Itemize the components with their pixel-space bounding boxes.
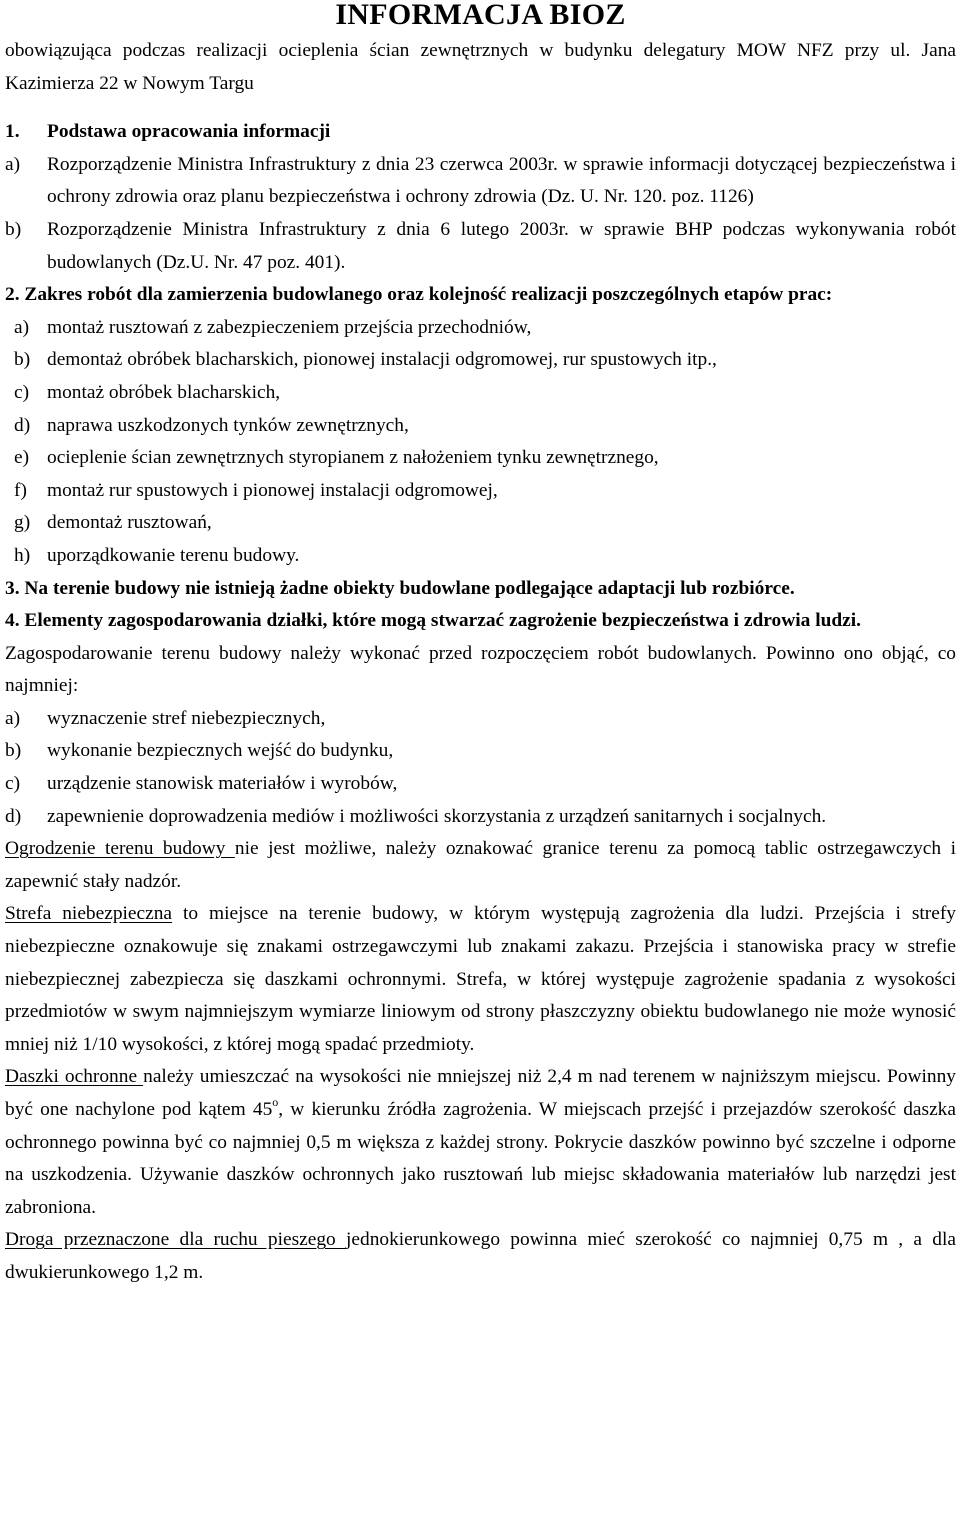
list-label: c) xyxy=(5,773,21,795)
list-label: a) xyxy=(5,707,21,729)
list-item xyxy=(14,410,956,443)
danger-zone-text: to miejsce na terenie budowy, w którym występują zagrożenia dla ludzi. Przejścia i strefy niebezpieczne oznakowuje się znakami ostrzegawczymi lub znakami zakazu. Przejścia i stanowiska pracy w strefie niebezpiecznej zabezpiecza się daszkami ochronnymi. Strefa, w której występuje zagrożenie spadania z wysokości przedmiotów w swym najmniejszym wymiarze liniowym od strony płaszczyzny obiektu budowlanego nie może wynosić mniej niż 1/10 wysokości, z której mogą spadać przedmioty. xyxy=(5,903,956,1055)
list-label: e) xyxy=(14,447,30,469)
list-text: naprawa uszkodzonych tynków zewnętrznych, xyxy=(47,414,409,436)
document-page xyxy=(5,0,956,1290)
list-item xyxy=(14,540,956,573)
spacer xyxy=(5,100,956,116)
list-item xyxy=(5,214,956,279)
list-label: h) xyxy=(14,544,31,566)
list-item xyxy=(5,801,956,834)
list-text: ocieplenie ścian zewnętrznych styropianem z nałożeniem tynku zewnętrznego, xyxy=(47,447,659,469)
canopy-term: Daszki ochronne xyxy=(5,1066,144,1088)
list-item xyxy=(5,768,956,801)
list-label: a) xyxy=(5,153,21,175)
canopy-text-before: należy umieszczać na wysokości nie mniejszej niż 2,4 m nad terenem w najniższym miejscu. Powinny być one nachylone pod kątem 45 xyxy=(5,1066,957,1120)
list-item xyxy=(14,312,956,345)
section-1-heading xyxy=(5,116,956,149)
fencing-paragraph xyxy=(5,833,956,898)
list-label: b) xyxy=(5,740,22,762)
walkway-term: Droga przeznaczone dla ruchu pieszego xyxy=(5,1229,346,1251)
list-label: g) xyxy=(14,512,31,534)
list-text: montaż rur spustowych i pionowej instalacji odgromowej, xyxy=(47,479,498,501)
list-item xyxy=(5,703,956,736)
list-text: wykonanie bezpiecznych wejść do budynku, xyxy=(47,740,394,762)
section-title: Podstawa opracowania informacji xyxy=(47,121,331,143)
degree-superscript: o xyxy=(272,1095,279,1109)
section-3-heading xyxy=(5,573,956,606)
list-item xyxy=(14,442,956,475)
section-2-list xyxy=(14,312,956,573)
document-title: INFORMACJA BIOZ xyxy=(335,0,626,31)
section-number: 1. xyxy=(5,121,20,143)
walkway-paragraph xyxy=(5,1224,956,1289)
section-title: Na terenie budowy nie istnieją żadne obiekty budowlane podlegające adaptacji lub rozbiórce. xyxy=(24,577,795,599)
list-text: montaż rusztowań z zabezpieczeniem przejścia przechodniów, xyxy=(47,316,532,338)
section-number: 2. xyxy=(5,284,20,306)
danger-zone-paragraph xyxy=(5,898,956,1061)
list-label: a) xyxy=(14,316,30,338)
danger-zone-term: Strefa niebezpieczna xyxy=(5,903,173,925)
list-text: wyznaczenie stref niebezpiecznych, xyxy=(47,707,326,729)
document-subtitle: obowiązująca podczas realizacji ocieplenia ścian zewnętrznych w budynku delegatury MOW NFZ przy ul. Jana Kazimierza 22 w Nowym Targu xyxy=(5,40,956,94)
section-4-heading xyxy=(5,605,956,638)
list-label: b) xyxy=(5,218,22,240)
list-text: uporządkowanie terenu budowy. xyxy=(47,544,300,566)
list-text: demontaż rusztowań, xyxy=(47,512,212,534)
list-label: c) xyxy=(14,381,30,403)
fencing-text: nie jest możliwe, należy oznakować granice terenu za pomocą tablic ostrzegawczych i zapewnić stały nadzór. xyxy=(5,838,956,892)
section-2-heading xyxy=(5,279,956,312)
list-item xyxy=(14,344,956,377)
section-title: Elementy zagospodarowania działki, które mogą stwarzać zagrożenie bezpieczeństwa i zdrowia ludzi. xyxy=(24,610,861,632)
list-label: d) xyxy=(14,414,31,436)
list-label: d) xyxy=(5,805,22,827)
list-item xyxy=(14,507,956,540)
list-item xyxy=(14,475,956,508)
fencing-term: Ogrodzenie terenu budowy xyxy=(5,838,235,860)
list-text: Rozporządzenie Ministra Infrastruktury z dnia 6 lutego 2003r. w sprawie BHP podczas wykonywania robót budowlanych (Dz.U. Nr. 47 poz. 401). xyxy=(47,218,956,273)
list-text: Rozporządzenie Ministra Infrastruktury z dnia 23 czerwca 2003r. w sprawie informacji dotyczącej bezpieczeństwa i ochrony zdrowia oraz planu bezpieczeństwa i ochrony zdrowia (Dz. U. Nr. 120. poz. 1126) xyxy=(47,153,956,208)
list-text: urządzenie stanowisk materiałów i wyrobów, xyxy=(47,773,398,795)
list-item xyxy=(5,735,956,768)
list-item xyxy=(14,377,956,410)
section-number: 4. xyxy=(5,610,20,632)
list-text: demontaż obróbek blacharskich, pionowej instalacji odgromowej, rur spustowych itp., xyxy=(47,349,717,371)
walkway-text: jednokierunkowego powinna mieć szerokość co najmniej 0,75 m , a dla dwukierunkowego 1,2 m. xyxy=(5,1229,956,1283)
list-label: b) xyxy=(14,349,31,371)
list-item xyxy=(5,149,956,214)
section-4-intro: Zagospodarowanie terenu budowy należy wykonać przed rozpoczęciem robót budowlanych. Powinno ono objąć, co najmniej: xyxy=(5,642,956,697)
canopy-paragraph xyxy=(5,1061,956,1224)
list-text: zapewnienie doprowadzenia mediów i możliwości skorzystania z urządzeń sanitarnych i socjalnych. xyxy=(47,805,827,827)
list-label: f) xyxy=(14,479,27,501)
section-title: Zakres robót dla zamierzenia budowlanego oraz kolejność realizacji poszczególnych etapów prac: xyxy=(24,284,833,306)
section-number: 3. xyxy=(5,577,20,599)
list-text: montaż obróbek blacharskich, xyxy=(47,381,281,403)
canopy-text-after: , w kierunku źródła zagrożenia. W miejscach przejść i przejazdów szerokość daszka ochronnego powinna być co najmniej 0,5 m większa z każdej strony. Pokrycie daszków powinno być szczelne i odporne na uszkodzenia. Używanie daszków ochronnych jako rusztowań lub miejsc składowania materiałów lub narzędzi jest zabroniona. xyxy=(5,1099,956,1218)
